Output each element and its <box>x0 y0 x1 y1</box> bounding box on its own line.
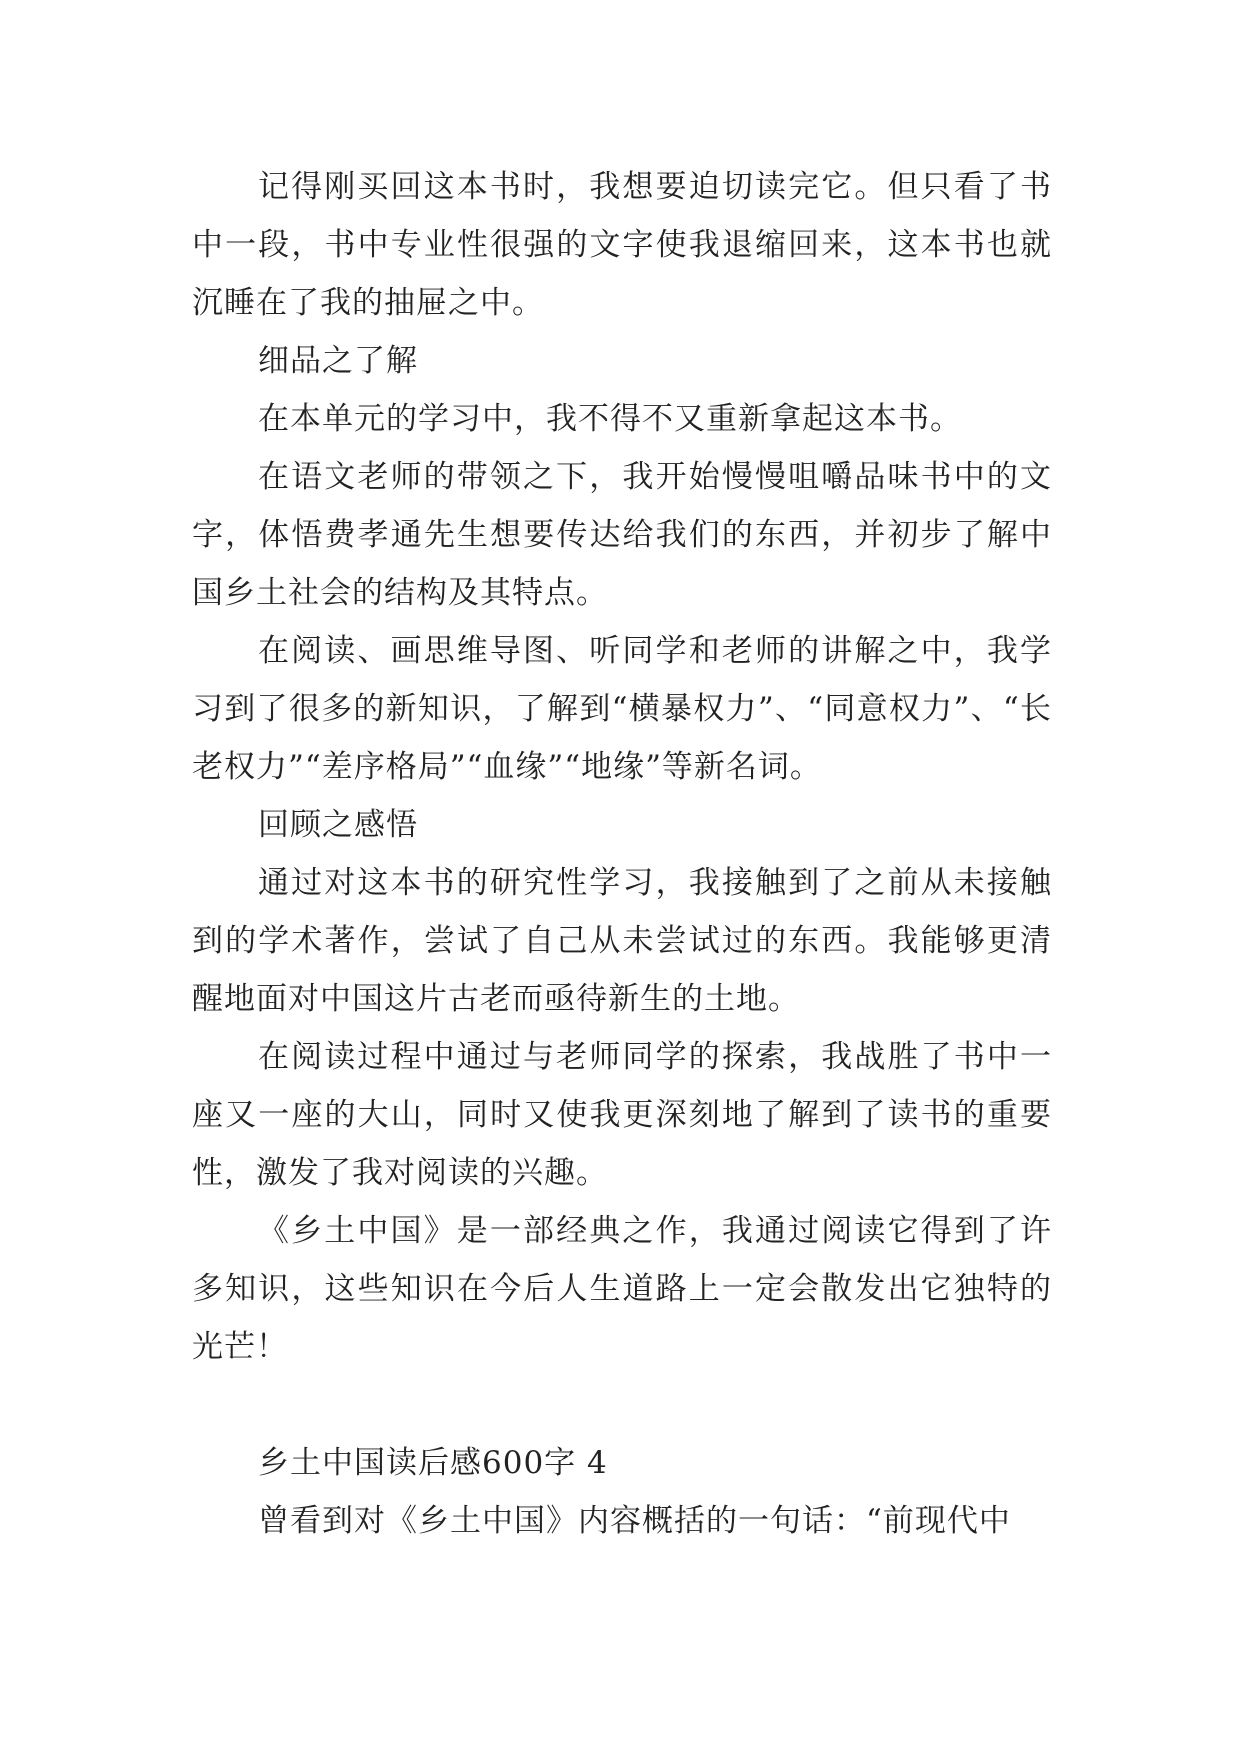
paragraph-new-terms: 在阅读、画思维导图、听同学和老师的讲解之中，我学习到了很多的新知识，了解到“横暴权力”、“同意权力”、“长老权力”“差序格局”“血缘”“地缘”等新名词。 <box>192 633 1052 785</box>
paragraph-conclusion: 《乡土中国》是一部经典之作，我通过阅读它得到了许多知识，这些知识在今后人生道路上一定会散发出它独特的光芒！ <box>192 1213 1052 1365</box>
paragraph-teacher-guidance: 在语文老师的带领之下，我开始慢慢咀嚼品味书中的文字，体悟费孝通先生想要传达给我们的东西，并初步了解中国乡土社会的结构及其特点。 <box>192 459 1052 611</box>
section-heading-detail: 细品之了解 <box>258 343 418 379</box>
paragraph-relearn: 在本单元的学习中，我不得不又重新拿起这本书。 <box>258 401 962 437</box>
section-heading-reflection: 回顾之感悟 <box>258 807 418 843</box>
paragraph-intro: 记得刚买回这本书时，我想要迫切读完它。但只看了书中一段，书中专业性很强的文字使我退缩回来，这本书也就沉睡在了我的抽屉之中。 <box>192 169 1052 321</box>
section-gap <box>192 1376 1052 1434</box>
paragraph-research-learning: 通过对这本书的研究性学习，我接触到了之前从未接触到的学术著作，尝试了自己从未尝试过的东西。我能够更清醒地面对中国这片古老而亟待新生的土地。 <box>192 865 1052 1017</box>
document-body <box>192 158 1052 1550</box>
essay-title: 乡土中国读后感600字 4 <box>258 1445 608 1481</box>
paragraph-exploration: 在阅读过程中通过与老师同学的探索，我战胜了书中一座又一座的大山，同时又使我更深刻地了解到了读书的重要性，激发了我对阅读的兴趣。 <box>192 1039 1052 1191</box>
paragraph-essay4-opening: 曾看到对《乡土中国》内容概括的一句话：“前现代中 <box>258 1503 1011 1539</box>
